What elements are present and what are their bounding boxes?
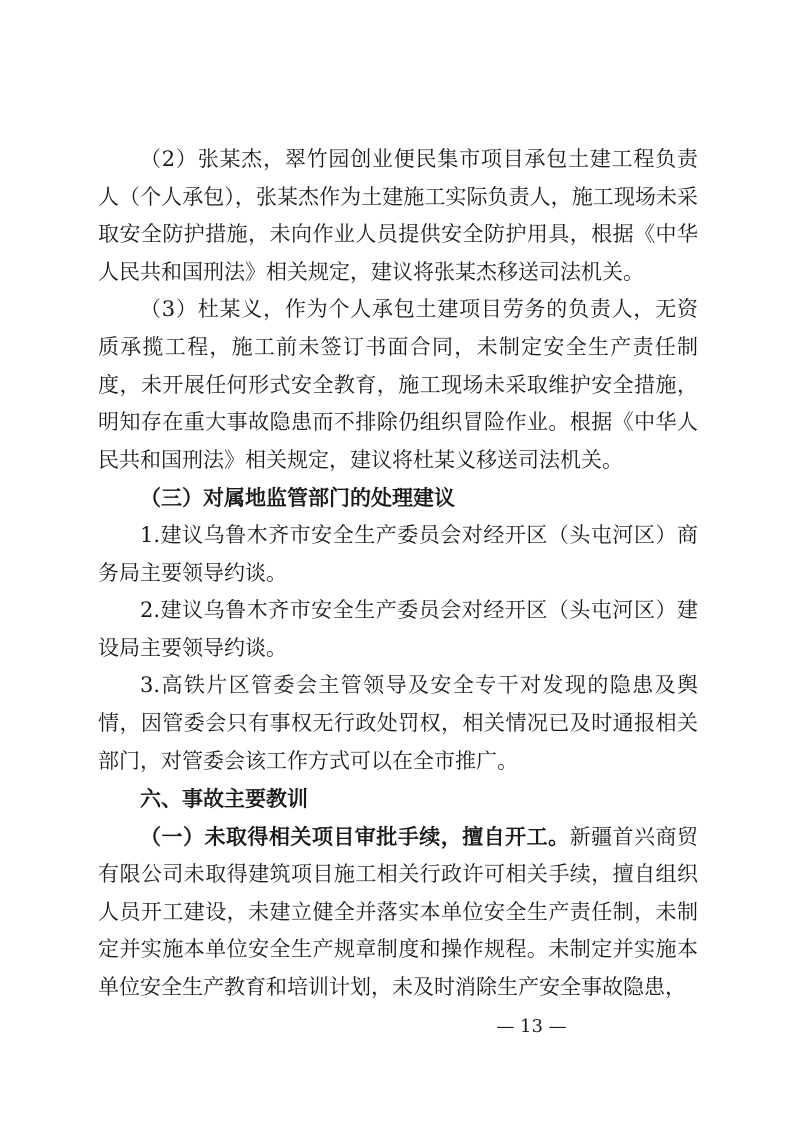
document-body [98,141,698,1007]
paragraph-zhang-moujie: （2）张某杰，翠竹园创业便民集市项目承包土建工程负责人（个人承包），张某杰作为土建施工实际负责人，施工现场未采取安全防护措施，未向作业人员提供安全防护用具，根据《中华人民共和国刑法》相关规定，建议将张某杰移送司法机关。 [98,147,698,284]
list-item-construction-bureau: 2.建议乌鲁木齐市安全生产委员会对经开区（头屯河区）建设局主要领导约谈。 [98,598,698,660]
section-heading-lessons: 六、事故主要教训 [140,786,308,812]
page-number: — 13 — [496,1016,567,1037]
list-item-commerce-bureau: 1.建议乌鲁木齐市安全生产委员会对经开区（头屯河区）商务局主要领导约谈。 [98,522,698,585]
paragraph-du-mouyi: （3）杜某义，作为个人承包土建项目劳务的负责人，无资质承揽工程，施工前未签订书面合同，未制定安全生产责任制度，未开展任何形式安全教育，施工现场未采取维护安全措施，明知存在重大事故隐患而不排除仍组织冒险作业。根据《中华人民共和国刑法》相关规定，建议将杜某义移送司法机关。 [98,297,698,472]
list-item-management-committee: 3.高铁片区管委会主管领导及安全专干对发现的隐患及舆情，因管委会只有事权无行政处罚权，相关情况已及时通报相关部门，对管委会该工作方式可以在全市推广。 [98,673,698,773]
section-heading-supervision: （三）对属地监管部门的处理建议 [140,485,455,511]
lesson-one-heading: （一）未取得相关项目审批手续，擅自开工。 [140,823,570,849]
paragraph-lesson-one [98,818,698,1007]
lesson-one-body: 新疆首兴商贸有限公司未取得建筑项目施工相关行政许可相关手续，擅自组织人员开工建设，未建立健全并落实本单位安全生产责任制，未制定并实施本单位安全生产规章制度和操作规程。未制定并实施本单位安全生产教育和培训计划，未及时消除生产安全事故隐患， [98,824,699,1000]
